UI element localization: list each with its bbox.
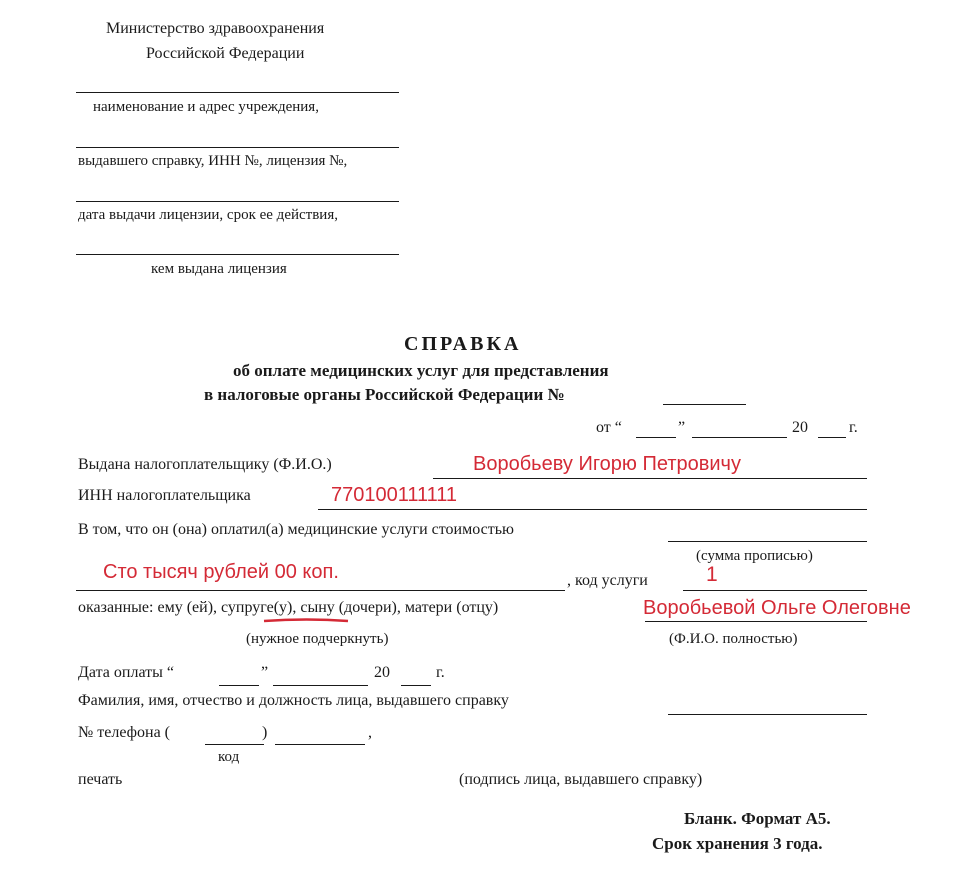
- inn-value[interactable]: 770100111111: [331, 484, 458, 506]
- ministry-line-2: Российской Федерации: [146, 45, 305, 62]
- underline-caption: (нужное подчеркнуть): [246, 631, 389, 647]
- institution-line-3[interactable]: [76, 201, 399, 202]
- payment-year-prefix: 20: [374, 664, 390, 681]
- phone-number-field[interactable]: [275, 744, 365, 745]
- document-title: СПРАВКА: [404, 333, 522, 355]
- code-caption: код: [218, 749, 240, 765]
- signature-caption: (подпись лица, выдавшего справку): [459, 771, 703, 788]
- payment-year-suffix: г.: [436, 664, 445, 681]
- blank-format: Бланк. Формат А5.: [684, 809, 831, 828]
- service-code-value[interactable]: 1: [706, 563, 718, 586]
- institution-line-1[interactable]: [76, 92, 399, 93]
- phone-label: № телефона (: [78, 724, 170, 741]
- rendered-to-label: оказанные: ему (ей), супруге(у), сыну (дочери), матери (отцу): [78, 599, 499, 616]
- institution-line-2[interactable]: [76, 147, 399, 148]
- institution-line-4[interactable]: [76, 254, 399, 255]
- issuer-label: Фамилия, имя, отчество и должность лица, выдавшего справку: [78, 692, 509, 709]
- issued-to-value[interactable]: Воробьеву Игорю Петровичу: [473, 453, 741, 475]
- sum-caption: (сумма прописью): [696, 548, 813, 564]
- date-quote-close: ”: [678, 419, 686, 436]
- phone-close-paren: ): [262, 724, 268, 741]
- date-from-label: от “: [596, 419, 622, 436]
- payment-date-quote: ”: [261, 664, 269, 681]
- service-code-label: , код услуги: [567, 572, 648, 589]
- title-line-2: об оплате медицинских услуг для представления: [233, 361, 609, 380]
- sum-field[interactable]: [76, 590, 565, 591]
- inn-label: ИНН налогоплательщика: [78, 487, 251, 504]
- sum-field-top[interactable]: [668, 541, 867, 542]
- fio-caption: (Ф.И.О. полностью): [669, 631, 798, 647]
- payment-month-field[interactable]: [273, 685, 368, 686]
- phone-comma: ,: [368, 724, 372, 741]
- certificate-number-field[interactable]: [663, 404, 746, 405]
- title-line-3: в налоговые органы Российской Федерации №: [204, 385, 565, 404]
- stamp-label: печать: [78, 771, 123, 788]
- issued-to-field[interactable]: [433, 478, 867, 479]
- issuer-field[interactable]: [668, 714, 867, 715]
- storage-term: Срок хранения 3 года.: [652, 834, 823, 853]
- date-year-suffix: г.: [849, 419, 858, 436]
- inn-field[interactable]: [318, 509, 867, 510]
- phone-code-field[interactable]: [205, 744, 264, 745]
- date-year-field[interactable]: [818, 437, 846, 438]
- ministry-line-1: Министерство здравоохранения: [106, 20, 325, 37]
- paid-label: В том, что он (она) оплатил(а) медицинские услуги стоимостью: [78, 521, 514, 538]
- institution-caption-3: дата выдачи лицензии, срок ее действия,: [78, 207, 338, 223]
- issued-to-label: Выдана налогоплательщику (Ф.И.О.): [78, 456, 332, 473]
- payment-date-label: Дата оплаты “: [78, 664, 174, 681]
- rendered-to-value[interactable]: Воробьевой Ольге Олеговне: [643, 597, 911, 619]
- service-code-field[interactable]: [683, 590, 867, 591]
- payment-day-field[interactable]: [219, 685, 259, 686]
- institution-caption-1: наименование и адрес учреждения,: [93, 99, 319, 115]
- payment-year-field[interactable]: [401, 685, 431, 686]
- rendered-to-field[interactable]: [645, 621, 867, 622]
- date-year-prefix: 20: [792, 419, 808, 436]
- institution-caption-2: выдавшего справку, ИНН №, лицензия №,: [78, 153, 348, 169]
- spouse-underline-mark: [262, 617, 352, 625]
- institution-caption-4: кем выдана лицензия: [151, 261, 287, 277]
- date-day-field[interactable]: [636, 437, 676, 438]
- date-month-field[interactable]: [692, 437, 787, 438]
- sum-value[interactable]: Сто тысяч рублей 00 коп.: [103, 561, 339, 583]
